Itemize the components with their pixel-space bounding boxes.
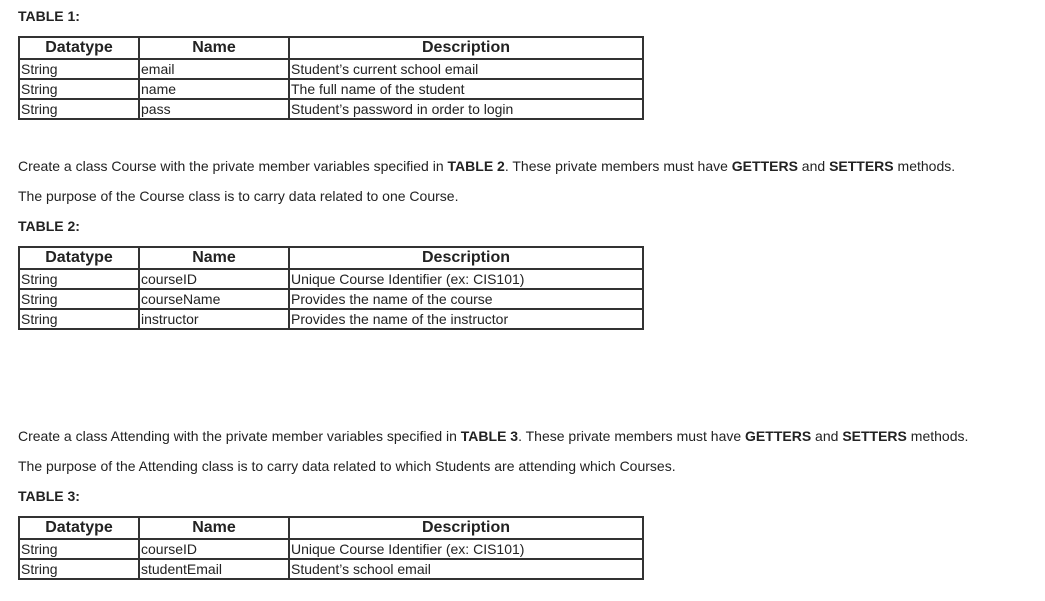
cell-name: courseName	[139, 289, 289, 309]
cell-description: Student’s password in order to login	[289, 99, 643, 119]
header-datatype: Datatype	[19, 37, 139, 59]
header-description: Description	[289, 517, 643, 539]
cell-description: Unique Course Identifier (ex: CIS101)	[289, 539, 643, 559]
cell-description: Provides the name of the course	[289, 289, 643, 309]
table2	[18, 246, 644, 330]
table-row	[19, 59, 643, 79]
cell-datatype: String	[19, 559, 139, 579]
table-row	[19, 539, 643, 559]
course-instruction	[18, 158, 955, 174]
cell-datatype: String	[19, 309, 139, 329]
cell-description: Unique Course Identifier (ex: CIS101)	[289, 269, 643, 289]
cell-name: name	[139, 79, 289, 99]
text-segment: methods.	[906, 428, 969, 444]
cell-datatype: String	[19, 289, 139, 309]
table-header-row	[19, 37, 643, 59]
table3	[18, 516, 644, 580]
cell-name: studentEmail	[139, 559, 289, 579]
cell-name: instructor	[139, 309, 289, 329]
cell-name: email	[139, 59, 289, 79]
cell-datatype: String	[19, 539, 139, 559]
text-segment: . These private members must have	[504, 158, 732, 174]
table1-label: TABLE 1:	[18, 8, 80, 24]
bold-table-ref: TABLE 2	[447, 158, 505, 174]
table2-label: TABLE 2:	[18, 218, 80, 234]
cell-name: courseID	[139, 539, 289, 559]
table-header-row	[19, 517, 643, 539]
bold-table-ref: TABLE 3	[460, 428, 519, 444]
text-segment: and	[811, 428, 843, 444]
header-description: Description	[289, 37, 643, 59]
bold-getters: GETTERS	[745, 428, 812, 444]
text-segment: . These private members must have	[518, 428, 746, 444]
cell-description: The full name of the student	[289, 79, 643, 99]
header-datatype: Datatype	[19, 247, 139, 269]
attending-instruction	[18, 428, 968, 444]
bold-setters: SETTERS	[842, 428, 907, 444]
text-segment: and	[797, 158, 830, 174]
bold-getters: GETTERS	[731, 158, 798, 174]
table-header-row	[19, 247, 643, 269]
cell-datatype: String	[19, 59, 139, 79]
attending-purpose: The purpose of the Attending class is to carry data related to which Students are attending which Courses.	[18, 458, 676, 474]
cell-description: Student’s current school email	[289, 59, 643, 79]
table-row	[19, 79, 643, 99]
cell-name: courseID	[139, 269, 289, 289]
table1	[18, 36, 644, 120]
header-datatype: Datatype	[19, 517, 139, 539]
cell-datatype: String	[19, 269, 139, 289]
text-segment: Create a class Course with the private member variables specified in	[18, 158, 448, 174]
header-name: Name	[139, 517, 289, 539]
cell-description: Student’s school email	[289, 559, 643, 579]
header-name: Name	[139, 247, 289, 269]
table-row	[19, 289, 643, 309]
cell-datatype: String	[19, 79, 139, 99]
header-description: Description	[289, 247, 643, 269]
table-row	[19, 559, 643, 579]
bold-setters: SETTERS	[829, 158, 894, 174]
table3-label: TABLE 3:	[18, 488, 80, 504]
table-row	[19, 269, 643, 289]
table-row	[19, 309, 643, 329]
text-segment: methods.	[893, 158, 956, 174]
table-row	[19, 99, 643, 119]
cell-datatype: String	[19, 99, 139, 119]
cell-name: pass	[139, 99, 289, 119]
text-segment: Create a class Attending with the private member variables specified in	[18, 428, 461, 444]
header-name: Name	[139, 37, 289, 59]
course-purpose: The purpose of the Course class is to carry data related to one Course.	[18, 188, 459, 204]
cell-description: Provides the name of the instructor	[289, 309, 643, 329]
